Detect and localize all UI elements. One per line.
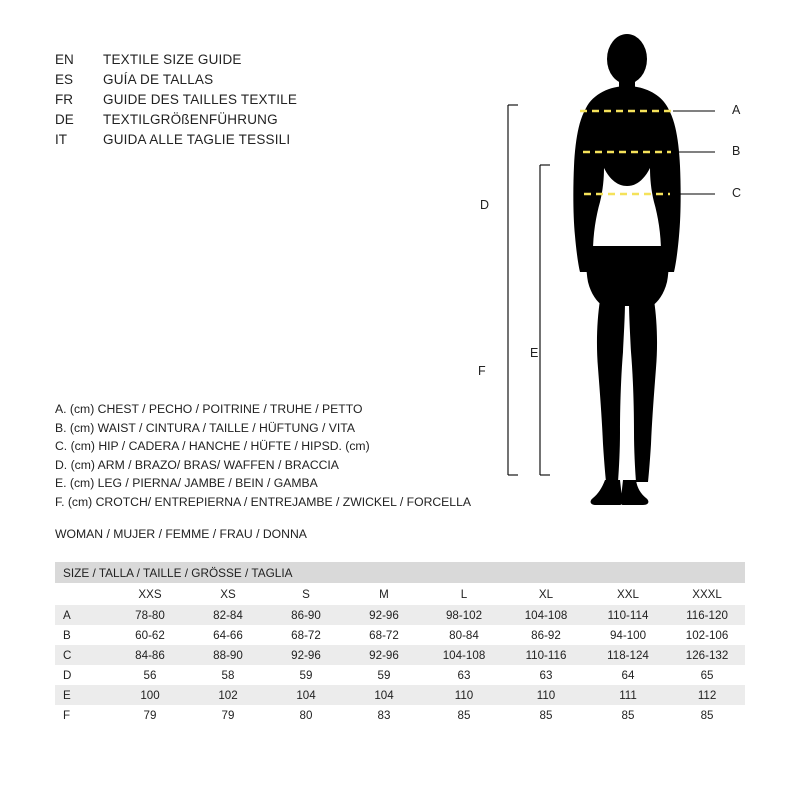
label-arm-d: D xyxy=(480,198,490,212)
cell-d-xxxl: 65 xyxy=(669,665,745,685)
cell-f-xxl: 85 xyxy=(587,705,669,725)
size-table xyxy=(55,562,745,725)
cell-b-xl: 86-92 xyxy=(505,625,587,645)
cell-e-l: 110 xyxy=(423,685,505,705)
cell-f-xxxl: 85 xyxy=(669,705,745,725)
cell-d-l: 63 xyxy=(423,665,505,685)
table-title-row xyxy=(55,562,745,583)
cell-c-xxl: 118-124 xyxy=(587,645,669,665)
column-header-xl: XL xyxy=(505,583,587,605)
leg-dimension-bracket xyxy=(540,165,550,475)
cell-a-xxs: 78-80 xyxy=(111,605,189,625)
cell-d-xs: 58 xyxy=(189,665,267,685)
legend-item-c: C. (cm) HIP / CADERA / HANCHE / HÜFTE / HIPSD. (cm) xyxy=(55,439,370,454)
row-label-c: C xyxy=(55,645,111,665)
language-row xyxy=(55,110,475,130)
cell-b-m: 68-72 xyxy=(345,625,423,645)
cell-d-xxs: 56 xyxy=(111,665,189,685)
language-title: TEXTILE SIZE GUIDE xyxy=(103,52,242,67)
cell-c-l: 104-108 xyxy=(423,645,505,665)
table-column-header-row xyxy=(55,583,745,605)
row-label-f: F xyxy=(55,705,111,725)
table-row xyxy=(55,685,745,705)
legend-item-e: E. (cm) LEG / PIERNA/ JAMBE / BEIN / GAMBA xyxy=(55,476,318,491)
language-row xyxy=(55,90,475,110)
cell-e-xl: 110 xyxy=(505,685,587,705)
cell-e-m: 104 xyxy=(345,685,423,705)
cell-d-xl: 63 xyxy=(505,665,587,685)
row-label-d: D xyxy=(55,665,111,685)
table-row xyxy=(55,625,745,645)
gender-label: WOMAN / MUJER / FEMME / FRAU / DONNA xyxy=(55,526,307,541)
table-row xyxy=(55,665,745,685)
label-waist-b: B xyxy=(732,144,741,158)
cell-f-xl: 85 xyxy=(505,705,587,725)
legend-item-d: D. (cm) ARM / BRAZO/ BRAS/ WAFFEN / BRACCIA xyxy=(55,457,339,472)
legend-spacer xyxy=(55,512,525,525)
language-code: FR xyxy=(55,92,73,107)
label-crotch-f: F xyxy=(478,364,486,378)
language-code: IT xyxy=(55,132,67,147)
size-table-wrapper xyxy=(55,562,745,725)
cell-b-xxl: 94-100 xyxy=(587,625,669,645)
table-title: SIZE / TALLA / TAILLE / GRÖSSE / TAGLIA xyxy=(55,562,745,583)
cell-b-l: 80-84 xyxy=(423,625,505,645)
language-title-block xyxy=(55,50,475,150)
cell-e-xxxl: 112 xyxy=(669,685,745,705)
language-title: GUIDA ALLE TAGLIE TESSILI xyxy=(103,132,291,147)
row-label-a: A xyxy=(55,605,111,625)
column-header-s: S xyxy=(267,583,345,605)
column-header-xxs: XXS xyxy=(111,583,189,605)
cell-a-m: 92-96 xyxy=(345,605,423,625)
column-header-l: L xyxy=(423,583,505,605)
cell-d-s: 59 xyxy=(267,665,345,685)
label-chest-a: A xyxy=(732,103,741,117)
language-row xyxy=(55,70,475,90)
cell-a-l: 98-102 xyxy=(423,605,505,625)
column-header-xxl: XXL xyxy=(587,583,669,605)
cell-f-s: 80 xyxy=(267,705,345,725)
cell-e-xxs: 100 xyxy=(111,685,189,705)
column-header-xxxl: XXXL xyxy=(669,583,745,605)
cell-d-xxl: 64 xyxy=(587,665,669,685)
language-code: ES xyxy=(55,72,74,87)
cell-b-xs: 64-66 xyxy=(189,625,267,645)
legend-item-f: F. (cm) CROTCH/ ENTREPIERNA / ENTREJAMBE / ZWICKEL / FORCELLA xyxy=(55,494,471,509)
cell-f-xs: 79 xyxy=(189,705,267,725)
cell-b-s: 68-72 xyxy=(267,625,345,645)
legend-item-b: B. (cm) WAIST / CINTURA / TAILLE / HÜFTUNG / VITA xyxy=(55,420,355,435)
column-header-blank xyxy=(55,583,111,605)
language-code: EN xyxy=(55,52,74,67)
column-header-m: M xyxy=(345,583,423,605)
row-label-b: B xyxy=(55,625,111,645)
column-header-xs: XS xyxy=(189,583,267,605)
cell-c-s: 92-96 xyxy=(267,645,345,665)
language-row xyxy=(55,130,475,150)
cell-f-m: 83 xyxy=(345,705,423,725)
cell-a-xxl: 110-114 xyxy=(587,605,669,625)
cell-c-xl: 110-116 xyxy=(505,645,587,665)
cell-f-l: 85 xyxy=(423,705,505,725)
cell-a-xxxl: 116-120 xyxy=(669,605,745,625)
table-row xyxy=(55,645,745,665)
cell-c-xxxl: 126-132 xyxy=(669,645,745,665)
cell-b-xxxl: 102-106 xyxy=(669,625,745,645)
legend-item-a: A. (cm) CHEST / PECHO / POITRINE / TRUHE / PETTO xyxy=(55,402,363,416)
cell-c-xxs: 84-86 xyxy=(111,645,189,665)
measurement-legend xyxy=(55,400,525,543)
language-code: DE xyxy=(55,112,74,127)
cell-a-xs: 82-84 xyxy=(189,605,267,625)
cell-a-s: 86-90 xyxy=(267,605,345,625)
cell-d-m: 59 xyxy=(345,665,423,685)
table-row xyxy=(55,605,745,625)
cell-e-xs: 102 xyxy=(189,685,267,705)
cell-c-m: 92-96 xyxy=(345,645,423,665)
row-label-e: E xyxy=(55,685,111,705)
silhouette-shape xyxy=(573,34,680,505)
language-title: GUIDE DES TAILLES TEXTILE xyxy=(103,92,298,107)
cell-f-xxs: 79 xyxy=(111,705,189,725)
label-hip-c: C xyxy=(732,186,742,200)
cell-c-xs: 88-90 xyxy=(189,645,267,665)
language-row xyxy=(55,50,475,70)
cell-e-xxl: 111 xyxy=(587,685,669,705)
label-leg-e: E xyxy=(530,346,539,360)
cell-a-xl: 104-108 xyxy=(505,605,587,625)
cell-b-xxs: 60-62 xyxy=(111,625,189,645)
table-row xyxy=(55,705,745,725)
language-title: TEXTILGRÖßENFÜHRUNG xyxy=(103,112,278,127)
cell-e-s: 104 xyxy=(267,685,345,705)
language-title: GUÍA DE TALLAS xyxy=(103,72,214,87)
